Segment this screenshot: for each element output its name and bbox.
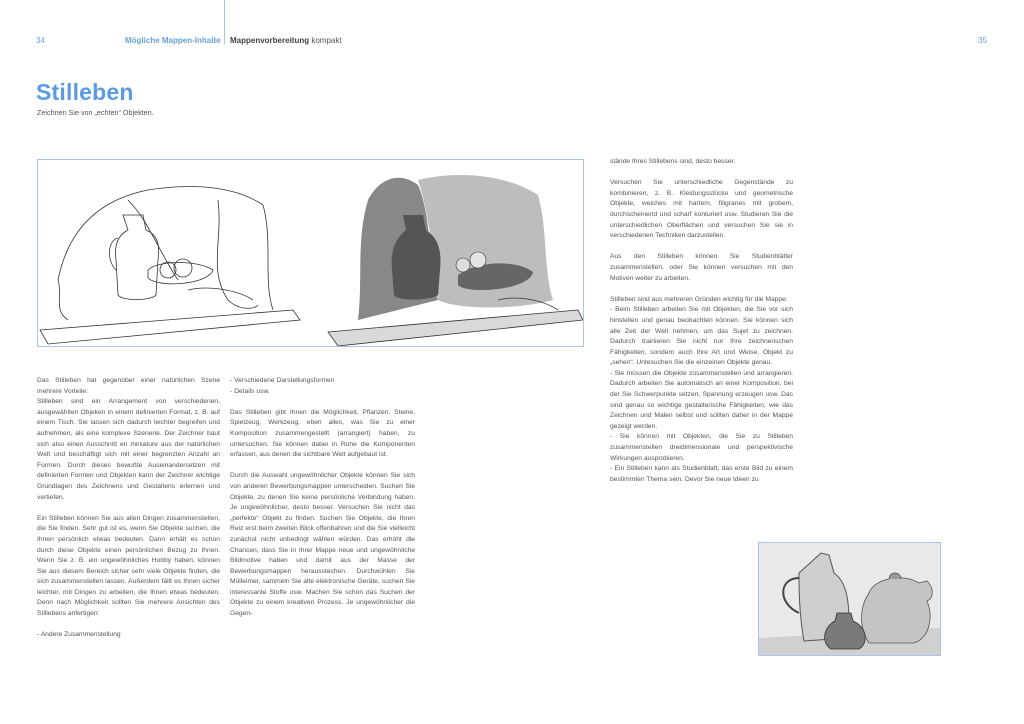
col3-list-item-2: - Sie müssen die Objekte zusammenstellen und arrangieren. Dadurch arbeiten Sie automatisch an einer Komposition, bei der Sie Schwerpunkte setzen, Spannung erzeugen usw. Das sind genau so wichtige gestalterische Fähigkeiten, wie das Zeichnen und Malen selbst und sollten daher in der Mappe gezeigt werden.	[610, 369, 793, 430]
col3-paragraph-1: Versuchen Sie unterschiedliche Gegenstände zu kombinieren, z. B. Kleidungsstücke und geometrische Objekte, weiches mit hartem, filigranes mit grobem, durchscheinend und scharf konturiert usw. Studieren Sie die unterschiedlichen Oberflächen und versuchen Sie sie in verschiedenen Techniken darzustellen.	[610, 179, 793, 240]
col3-list-intro: Stilleben sind aus mehreren Gründen wichtig für die Mappe:	[610, 295, 788, 303]
col2-list-item-1: - Verschiedene Darstellungsformen	[230, 377, 335, 384]
book-title-rest: kompakt	[309, 36, 342, 45]
book-title	[230, 36, 342, 45]
line-drawing	[40, 186, 300, 344]
col3-list-item-4: - Ein Stilleben kann als Studienblatt, das erste Bild zu einem bestimmten Thema sein. Devor Sie neue Ideen zu	[610, 465, 793, 483]
col2-paragraph-2: Durch die Auswahl ungewöhnlicher Objekte können Sie sich von anderen Bewerbungsmappen unterscheiden. Suchen Sie Objekte, zu denen Sie keine persönliche Verbindung haben. Je ungewöhnlicher, desto besser. Versuchen Sie nicht das „perfekte“ Objekt zu finden. Suchen Sie Objekte, die Ihren Reiz erst beim zweiten Blick offenbahren und die Sie vielleicht zunächst nicht unbedingt wählen würden. Das erhöht die Chancen, dass Sie in Ihrer Mappe neue und ungewöhnliche Bildmotive haben und damit aus der Masse der Bewerbungsmappen herausstechen. Durchwühlen Sie Mülleimer, sammeln Sie alte elektronische Geräte, suchen Sie interessante Stoffe usw. Machen Sie schon das Suchen der Objekte zu einem kreativen Prozess. Je ungewöhnlicher die Gegen-	[230, 472, 415, 618]
text-column-2	[230, 376, 415, 620]
col3-list-item-3: - Sie können mit Objekten, die Sie zu Stilleben zusammenstellen dreidimensionale und perspektivische Wirkungen ausprobieren.	[610, 433, 793, 462]
col2-paragraph-1: Das Stilleben gibt Ihnen die Möglichkeit, Pflanzen, Steine, Spielzeug, Werkzeug, eben alles, was Sie zu einer Komposition zusammengestellt (arrangiert) haben, zu untersuchen. Sie können dabei in Ruhe die Komponenten erfassen, aus denen die sichtbare Welt aufgebaut ist.	[230, 408, 415, 459]
text-column-1	[37, 376, 220, 641]
col3-continuation: stände Ihres Stillebens sind, desto besser.	[610, 158, 736, 165]
still-life-sketches	[38, 160, 583, 346]
page-number-right: 35	[978, 36, 987, 45]
still-life-drawings-figure	[37, 159, 584, 347]
page-number-left: 34	[36, 36, 45, 45]
page-title: Stilleben	[36, 79, 134, 105]
col3-list-item-1: - Beim Stilleben arbeiten Sie mit Objekten, die Sie vor sich hinstellen und genau beobachten können. Sie können sich alle Zeit der Welt nehmen, um das Sujet zu zeichnen. Dadurch trainieren Sie nicht nur Ihre zeichnerischen Fähigkeiten, sondern auch Ihre Art und Weise, Objekt zu „sehen“. Untesuchen Sie die einzeinen Objekte genau.	[610, 306, 793, 367]
col1-list-item: - Andere Zusammenstellung	[37, 631, 121, 639]
book-title-bold: Mappenvorbereitung	[230, 36, 310, 45]
col2-list-item-2: - Details usw.	[230, 387, 270, 395]
shaded-drawing	[328, 175, 583, 346]
header-divider	[224, 0, 225, 44]
col1-paragraph-2: Ein Stilleben können Sie aus allen Dingen zusammenstellen, die Sie finden. Sehr gut ist es, wenn Sie Objekte suchen, die Ihnen persönlich etwas bedeuten. Dann erhält es schon durch diese Objekte einen persönlichen Bezug zu Ihnen. Wenn Sie z. B. ein ungewöhnliches Hobby haben, können Sie aus diesem Bereich sicher sehr viele Objekte finden, die sich zusammenstellen lassen. Außerdem fällt es Ihnen sicher leichter, mit Dingen zu arbeiten, die Ihnen etwas bedeuten. Denn nach Möglichkeit sollten Sie mehrere Ansichten des Stillebens anfertigen:	[37, 514, 220, 618]
page-subtitle: Zeichnen Sie von „echten“ Objekten.	[37, 108, 154, 117]
col1-paragraph-1: Stilleben sind ein Arrangement von verschiedenen, ausgewählten Objeken in einem definierten Format, z. B. auf einem Tisch. Sie lassen sich dadurch leichter begreifen und aufnehmen, als eine komplexe Szenerie. Der Zeichner baut sich also einen Ausschnitt en miniature aus der natürlichen Welt und beschäftigt sich mit einer begrenzten Anzahl an Formen. Durch dieses bewußte Auseinandersetzen mit definierten Formen und Objekten kann der Zeichner wichtige Grundlagen des Zeichnens und Gestaltens erlernen und vertiefen.	[37, 398, 220, 501]
section-title: Mögliche Mappen-Inhalte	[125, 36, 221, 45]
col1-intro: Das Stilleben hat gegenüber einer natürlichen Szene mehrere Vorteile:	[37, 377, 220, 395]
text-column-3	[610, 157, 793, 485]
pitcher-drawing-figure	[758, 542, 941, 656]
pitcher-still-life	[759, 543, 940, 655]
col3-paragraph-2: Aus den Stilleben können Sie Studienblätter zusammenstellen, oder Sie können versuchen mit den Motiven weiter zu arbeiten.	[610, 253, 793, 282]
